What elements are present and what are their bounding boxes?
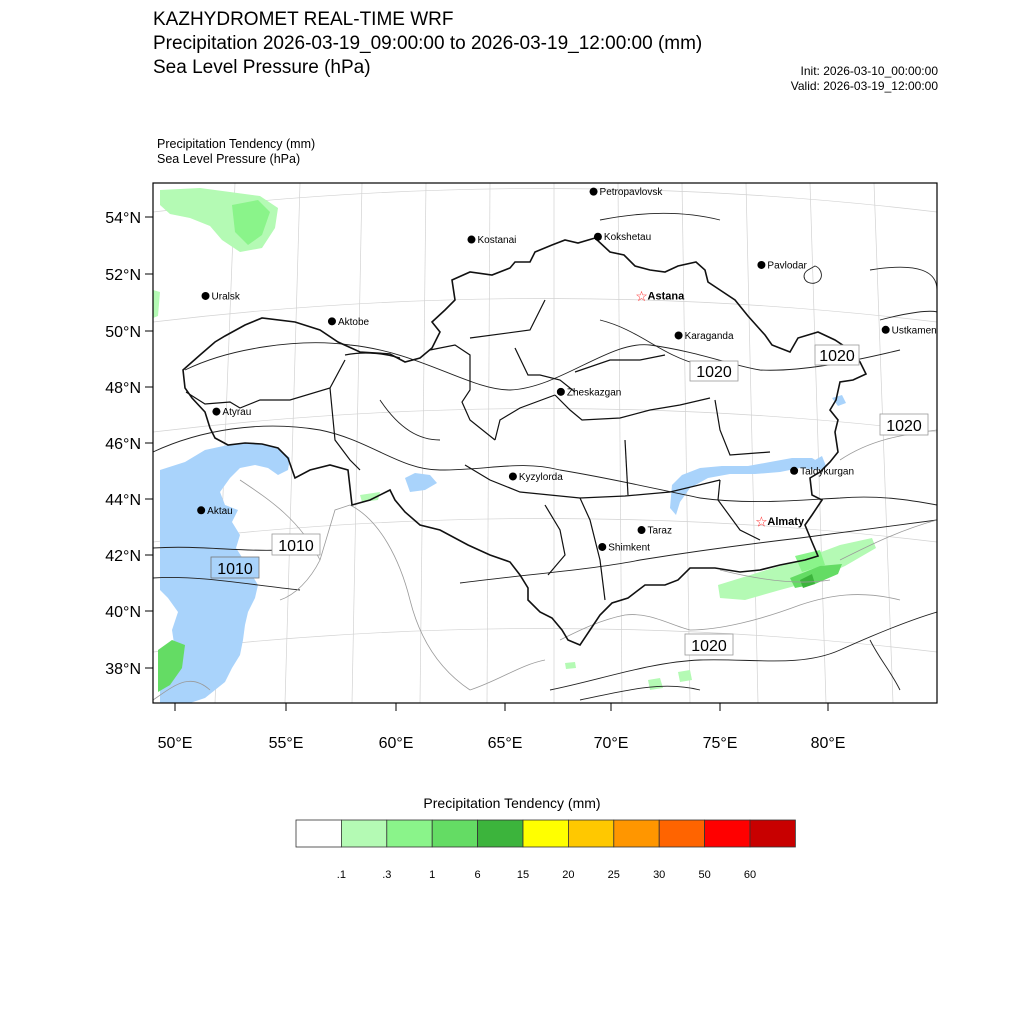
city-almaty [755,514,805,530]
lat-label: 52°N [105,267,141,284]
capital-star-icon: ☆ [755,513,768,530]
colorbar-swatch [341,820,386,847]
pressure-label [211,557,259,578]
city-label: Aktobe [337,316,370,328]
lat-label: 44°N [105,492,141,509]
city-label: Almaty [767,516,805,529]
city-dot-icon [328,317,336,325]
svg-text:1020: 1020 [691,638,727,655]
colorbar-swatch [705,820,750,847]
colorbar-swatch [296,820,341,847]
lat-label: 54°N [105,210,141,227]
colorbar [296,820,795,881]
lat-label: 48°N [105,380,141,397]
city-label: Taldykurgan [800,466,855,478]
city-astana [635,288,685,304]
colorbar-level: .1 [336,869,346,881]
svg-text:1020: 1020 [819,348,855,365]
field-label-pressure: Sea Level Pressure (hPa) [157,152,301,166]
lon-label: 55°E [268,735,304,752]
city-dot-icon [197,506,205,514]
map-background [153,183,937,703]
city-dot-icon [202,292,210,300]
city-label: Kostanai [477,235,517,247]
capital-star-icon: ☆ [635,287,648,304]
colorbar-level: 30 [653,869,666,881]
city-dot-icon [594,233,602,241]
city-label: Petropavlovsk [599,187,663,199]
lat-label: 50°N [105,324,141,341]
city-zheskazgan [557,387,621,398]
city-petropavlovsk [590,187,664,198]
pressure-label [815,345,859,365]
city-label: Kyzylorda [518,471,563,483]
city-dot-icon [790,467,798,475]
colorbar-swatch [659,820,704,847]
city-label: Shimkent [608,542,650,554]
colorbar-swatch [432,820,477,847]
lon-label: 65°E [487,735,523,752]
lat-label: 40°N [105,604,141,621]
lat-axis [145,217,153,668]
colorbar-swatch [478,820,523,847]
city-label: Kokshetau [603,232,652,244]
title-precipitation: Precipitation 2026-03-19_09:00:00 to 2026-03-19_12:00:00 (mm) [153,33,703,54]
lon-label: 75°E [702,735,738,752]
colorbar-level: 60 [743,869,757,881]
svg-text:1020: 1020 [696,364,732,381]
lat-label: 46°N [105,436,141,453]
city-dot-icon [590,188,598,196]
svg-text:1010: 1010 [217,561,253,578]
svg-text:1020: 1020 [886,418,922,435]
lat-label: 38°N [105,661,141,678]
colorbar-swatch [750,820,795,847]
city-dot-icon [467,236,475,244]
colorbar-level: 25 [607,869,620,881]
lon-axis [175,703,828,711]
colorbar-level: 20 [562,869,575,881]
colorbar-swatch [614,820,659,847]
svg-text:1010: 1010 [278,538,314,555]
lon-label: 80°E [810,735,846,752]
colorbar-swatch [523,820,568,847]
init-time: Init: 2026-03-10_00:00:00 [800,64,938,78]
pressure-label [690,361,738,381]
title-model: KAZHYDROMET REAL-TIME WRF [153,9,454,30]
colorbar-title: Precipitation Tendency (mm) [423,795,601,811]
pressure-label [880,414,928,435]
city-label: Atyrau [222,407,252,419]
colorbar-swatch [387,820,432,847]
city-dot-icon [598,543,606,551]
lon-label: 70°E [593,735,629,752]
city-taldykurgan [790,466,854,477]
city-label: Uralsk [211,291,240,303]
city-label: Ustkamen [891,325,937,337]
city-dot-icon [675,331,683,339]
colorbar-level: 50 [698,869,711,881]
city-label: Aktau [207,505,233,517]
city-label: Taraz [647,525,672,537]
city-label: Pavlodar [767,260,807,272]
city-dot-icon [509,472,517,480]
city-label: Zheskazgan [566,387,622,399]
field-label-precip: Precipitation Tendency (mm) [157,137,316,151]
city-dot-icon [882,326,890,334]
city-dot-icon [757,261,765,269]
colorbar-level: 6 [474,869,481,881]
city-label: Karaganda [684,330,734,342]
city-dot-icon [557,388,565,396]
pressure-label [272,534,320,555]
valid-time: Valid: 2026-03-19_12:00:00 [790,79,938,93]
city-dot-icon [212,408,220,416]
lon-label: 60°E [378,735,414,752]
colorbar-level: .3 [382,869,392,881]
lat-label: 42°N [105,548,141,565]
city-label: Astana [647,290,685,303]
title-pressure: Sea Level Pressure (hPa) [153,57,371,78]
lon-label: 50°E [157,735,193,752]
colorbar-swatch [568,820,613,847]
colorbar-level: 15 [516,869,530,881]
city-dot-icon [638,526,646,534]
colorbar-level: 1 [429,869,436,881]
pressure-label [685,634,733,655]
